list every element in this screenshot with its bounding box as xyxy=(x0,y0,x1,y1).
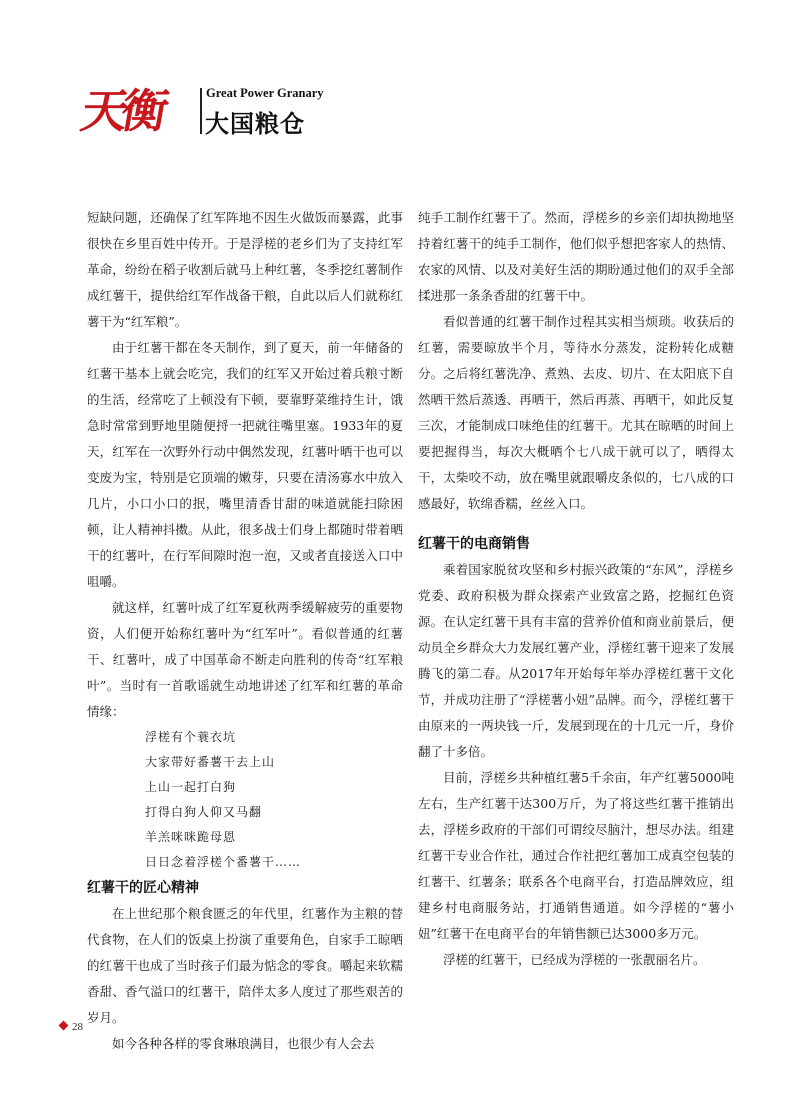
paragraph: 目前，浮槎乡共种植红薯5千余亩，年产红薯5000吨左右，生产红薯干达300万斤，为了将这些红薯干推销出去，浮槎乡政府的干部们可谓绞尽脑汁，想尽办法。组建红薯干专业合作社，通过合作社把红薯加工成真空包装的红薯干、红薯条；联系各个电商平台，打造品牌效应，组建乡村电商服务站，打通销售通道。如今浮槎的“薯小妞”红薯干在电商平台的年销售额已达3000多万元。 xyxy=(418,770,734,941)
section-heading-craft: 红薯干的匠心精神 xyxy=(87,880,199,896)
song-line: 打得白狗人仰又马翻 xyxy=(145,805,263,819)
section-title-cn: 大国粮仓 xyxy=(205,109,305,138)
paragraph: 短缺问题，还确保了红军阵地不因生火做饭而暴露，此事很快在乡里百姓中传开。于是浮槎的老乡们为了支持红军革命，纷纷在稻子收割后就马上种红薯，冬季挖红薯制作成红薯干，提供给红军作战备干粮，自此以后人们就称红薯干为“红军粮”。 xyxy=(87,210,403,329)
song-line: 日日念着浮槎个番薯干…… xyxy=(145,855,302,869)
paragraph: 纯手工制作红薯干了。然而，浮槎乡的乡亲们却执拗地坚持着红薯干的纯手工制作，他们似乎想把客家人的热情、农家的风情、以及对美好生活的期盼通过他们的双手全部揉进那一条条香甜的红薯干中。 xyxy=(418,210,734,303)
paragraph: 看似普通的红薯干制作过程其实相当烦琐。收获后的红薯，需要晾放半个月，等待水分蒸发，淀粉转化成糖分。之后将红薯洗净、煮熟、去皮、切片、在太阳底下自然晒干然后蒸透、再晒干，然后再蒸、再晒干，如此反复三次，才能制成口味绝佳的红薯干。尤其在晾晒的时间上要把握得当，每次大概晒个七八成干就可以了，晒得太干，太柴咬不动，放在嘴里就跟嚼皮条似的，七八成的口感最好，软绵香糯，丝丝入口。 xyxy=(418,314,734,511)
song-line: 浮槎有个蓑衣坑 xyxy=(145,730,237,744)
folk-song xyxy=(87,725,403,875)
paragraph: 就这样，红薯叶成了红军夏秋两季缓解疲劳的重要物资，人们便开始称红薯叶为“红军叶”。看似普通的红薯干、红薯叶，成了中国革命不断走向胜利的传奇“红军粮叶”。当时有一首歌谣就生动地讲述了红军和红薯的革命情缘： xyxy=(87,600,403,719)
paragraph: 由于红薯干都在冬天制作，到了夏天，前一年储备的红薯干基本上就会吃完，我们的红军又开始过着兵粮寸断的生活，经常吃了上顿没有下顿，要靠野菜维持生计，饿急时常常到野地里随便捋一把就往嘴里塞。1933年的夏天，红军在一次野外行动中偶然发现，红薯叶晒干也可以变废为宝，特别是它顶端的嫩芽，只要在清汤寡水中放入几片，小口小口的抿，嘴里清香甘甜的味道就能扫除困顿，让人精神抖擞。从此，很多战士们身上都随时带着晒干的红薯叶，在行军间隙时泡一泡，又或者直接送入口中咀嚼。 xyxy=(87,340,403,589)
song-line: 羊羔咪咪跪母恩 xyxy=(145,830,237,844)
song-line: 上山一起打白狗 xyxy=(145,780,237,794)
section-heading-ecommerce: 红薯干的电商销售 xyxy=(418,536,530,552)
diamond-icon xyxy=(59,1021,69,1031)
paragraph: 在上世纪那个粮食匮乏的年代里，红薯作为主粮的替代食物，在人们的饭桌上扮演了重要角色，自家手工晾晒的红薯干也成了当时孩子们最为惦念的零食。嚼起来软糯香甜、香气溢口的红薯干，陪伴太多人度过了那些艰苦的岁月。 xyxy=(87,906,403,1025)
calligraphy-logo: 天衡 xyxy=(77,84,167,138)
page-number: 28 xyxy=(72,1021,83,1033)
paragraph: 乘着国家脱贫攻坚和乡村振兴政策的“东风”，浮槎乡党委、政府积极为群众探索产业致富之路，挖掘红色资源。在认定红薯干具有丰富的营养价值和商业前景后，便动员全乡群众大力发展红薯产业，浮槎红薯干迎来了发展腾飞的第二春。从2017年开始每年举办浮槎红薯干文化节，并成功注册了“浮槎薯小妞”品牌。而今，浮槎红薯干由原来的一两块钱一斤，发展到现在的十几元一斤，身价翻了十多倍。 xyxy=(418,562,734,759)
paragraph: 如今各种各样的零食琳琅满目，也很少有人会去 xyxy=(112,1036,375,1051)
song-line: 大家带好番薯干去上山 xyxy=(145,755,276,769)
masthead-divider xyxy=(200,88,202,134)
page-footer xyxy=(60,1021,83,1037)
section-title-en: Great Power Granary xyxy=(206,86,324,100)
right-column xyxy=(418,205,734,973)
left-column xyxy=(87,205,403,1057)
paragraph: 浮槎的红薯干，已经成为浮槎的一张靓丽名片。 xyxy=(443,952,706,967)
masthead xyxy=(77,82,402,142)
